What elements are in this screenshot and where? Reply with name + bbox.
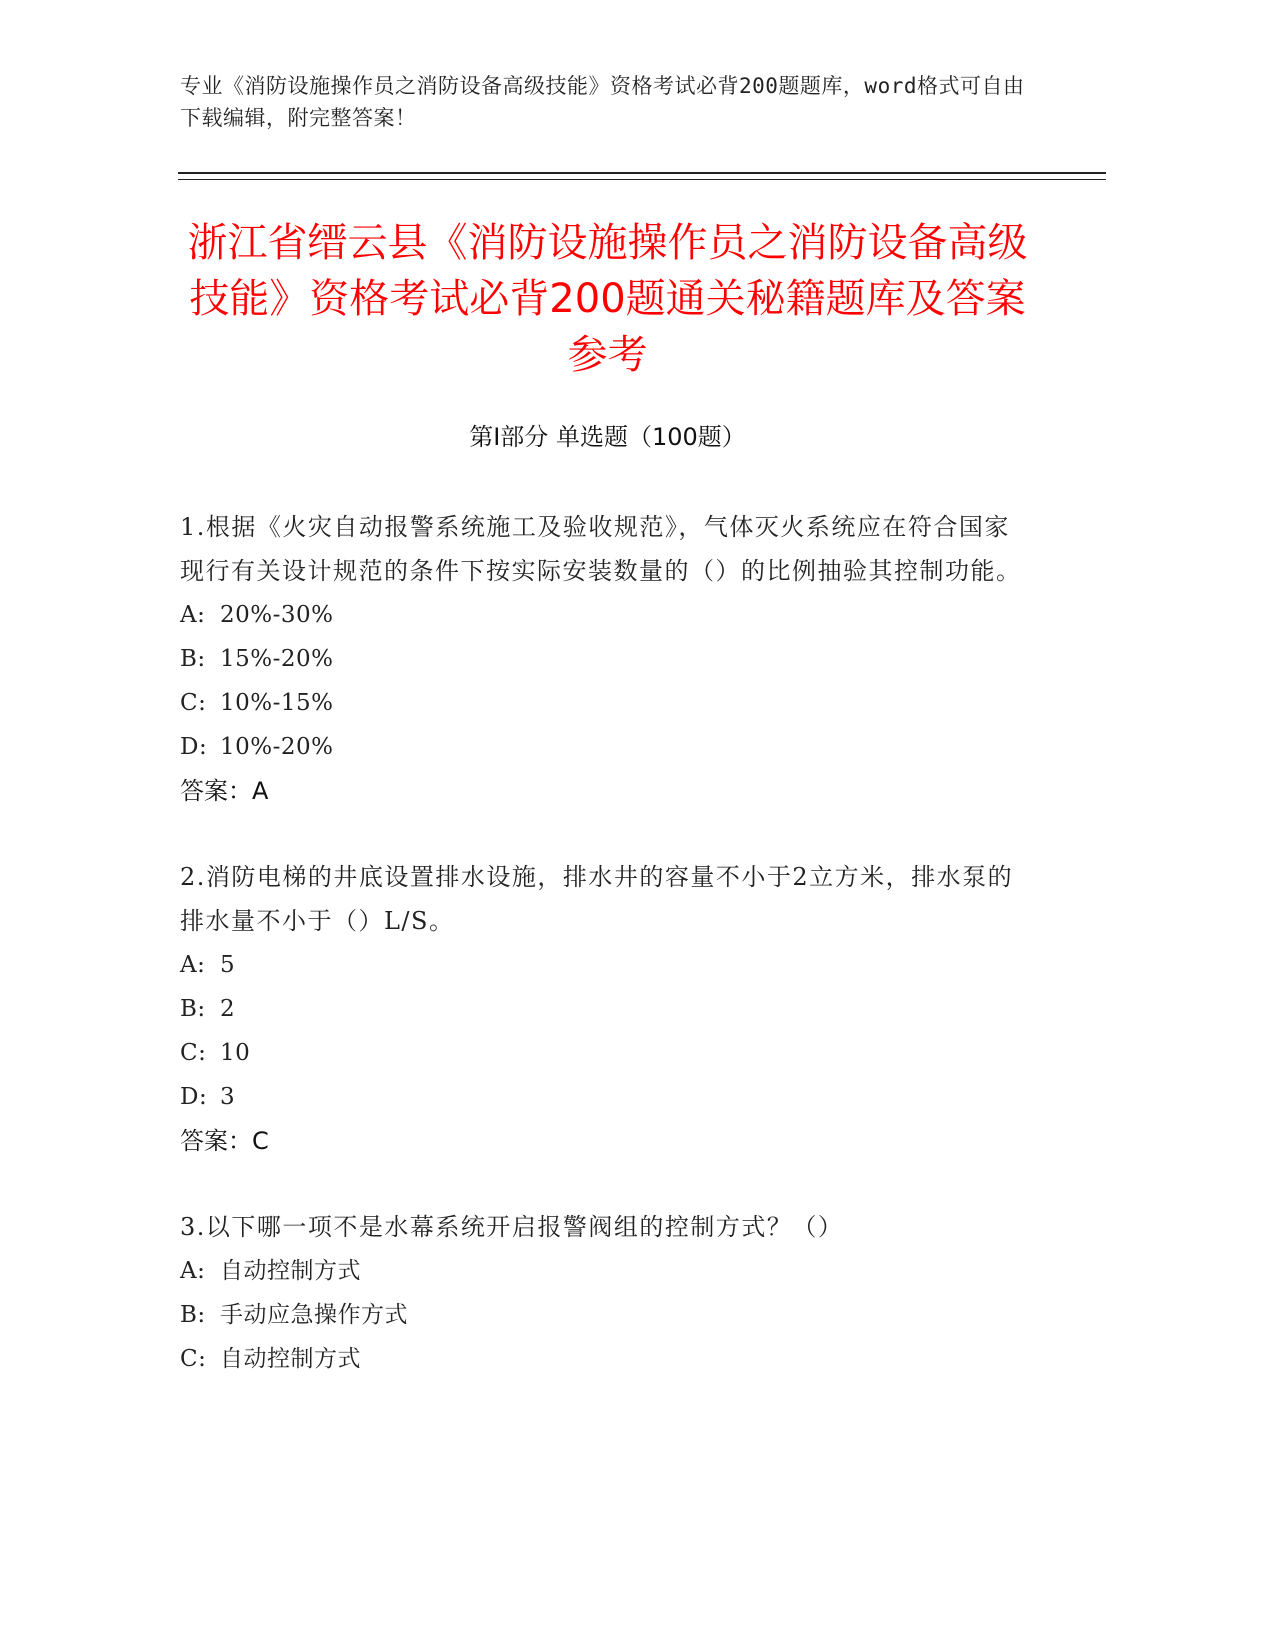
option-c — [180, 681, 1025, 725]
section-heading: 第I部分 单选题（100题） — [469, 423, 746, 451]
question-1 — [180, 505, 1025, 813]
option-key: C: — [180, 690, 207, 716]
option-b — [180, 1293, 1025, 1337]
header-note: 专业《消防设施操作员之消防设备高级技能》资格考试必背200题题库，word格式可自由下载编辑，附完整答案！ — [180, 74, 1025, 130]
option-text: 手动应急操作方式 — [220, 1302, 408, 1328]
option-d — [180, 1075, 1025, 1119]
question-stem: 3.以下哪一项不是水幕系统开启报警阀组的控制方式？（） — [180, 1213, 844, 1241]
option-key: A: — [180, 952, 206, 978]
option-key: A: — [180, 1258, 206, 1284]
option-text: 20%-30% — [220, 602, 334, 628]
header-divider-thin — [178, 179, 1106, 180]
question-list — [180, 505, 1025, 1423]
option-c — [180, 1031, 1025, 1075]
option-key: B: — [180, 1302, 206, 1328]
option-a — [180, 943, 1025, 987]
option-key: D: — [180, 1084, 208, 1110]
option-key: B: — [180, 646, 206, 672]
answer-line: 答案：C — [180, 1127, 269, 1155]
option-b — [180, 987, 1025, 1031]
answer-line: 答案：A — [180, 777, 269, 805]
question-3 — [180, 1205, 1025, 1381]
option-b — [180, 637, 1025, 681]
option-text: 15%-20% — [220, 646, 334, 672]
option-a — [180, 1249, 1025, 1293]
question-2 — [180, 855, 1025, 1163]
question-stem: 2.消防电梯的井底设置排水设施，排水井的容量不小于2立方米，排水泵的排水量不小于（）L/S。 — [180, 863, 1014, 935]
document-title: 浙江省缙云县《消防设施操作员之消防设备高级技能》资格考试必背200题通关秘籍题库及答案参考 — [187, 220, 1028, 378]
option-text: 2 — [220, 996, 236, 1022]
option-text: 5 — [220, 952, 236, 978]
option-key: A: — [180, 602, 206, 628]
header-divider-thick — [178, 172, 1106, 174]
option-key: C: — [180, 1346, 207, 1372]
question-stem: 1.根据《火灾自动报警系统施工及验收规范》，气体灭火系统应在符合国家现行有关设计规范的条件下按实际安装数量的（）的比例抽验其控制功能。 — [180, 513, 1022, 585]
option-text: 3 — [220, 1084, 236, 1110]
option-a — [180, 593, 1025, 637]
option-text: 自动控制方式 — [220, 1346, 361, 1372]
option-text: 10%-15% — [220, 690, 334, 716]
option-key: B: — [180, 996, 206, 1022]
option-text: 10 — [220, 1040, 251, 1066]
option-c — [180, 1337, 1025, 1381]
option-key: D: — [180, 734, 208, 760]
option-text: 自动控制方式 — [220, 1258, 361, 1284]
option-text: 10%-20% — [220, 734, 334, 760]
option-d — [180, 725, 1025, 769]
option-key: C: — [180, 1040, 207, 1066]
